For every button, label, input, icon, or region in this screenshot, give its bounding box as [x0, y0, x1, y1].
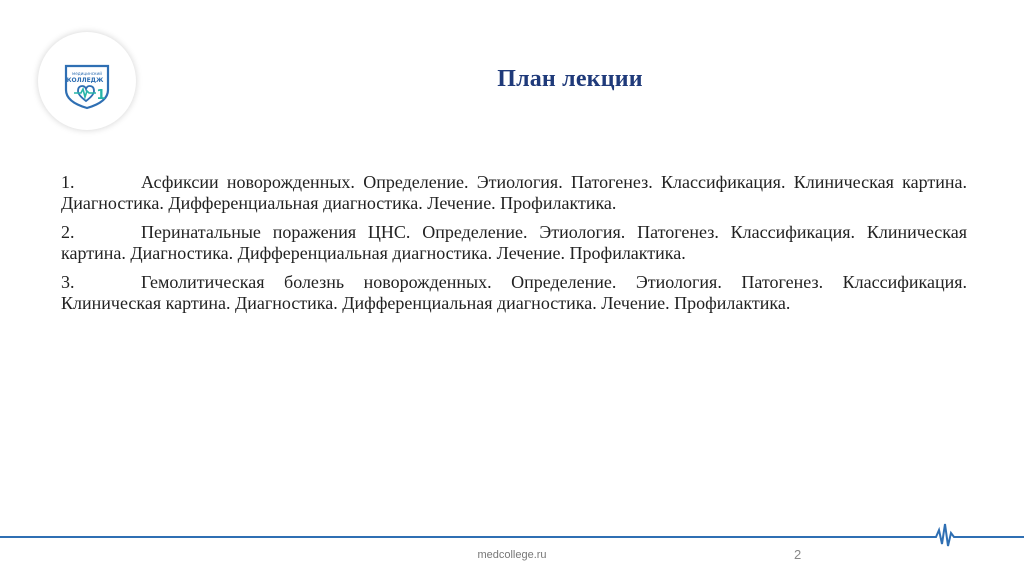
college-logo [38, 32, 136, 130]
svg-text:1: 1 [96, 88, 106, 103]
svg-text:медицинский: медицинский [72, 71, 102, 76]
item-number: 3. [61, 272, 75, 292]
page-number: 2 [794, 547, 802, 562]
footer-pulse-line [0, 518, 1024, 548]
list-item [61, 172, 967, 214]
item-text: Перинатальные поражения ЦНС. Определение. Этиология. Патогенез. Классификация. Клиническая картина. Диагностика. Дифференциальная диагностика. Лечение. Профилактика. [61, 222, 967, 263]
item-number: 2. [61, 222, 75, 242]
list-item [61, 222, 967, 264]
footer-site: medcollege.ru [477, 549, 547, 561]
logo-emblem-icon [38, 32, 136, 130]
svg-text:КОЛЛЕДЖ: КОЛЛЕДЖ [66, 77, 104, 84]
page-title: План лекции [497, 66, 643, 92]
item-text: Гемолитическая болезнь новорожденных. Определение. Этиология. Патогенез. Классификация. Клиническая картина. Диагностика. Дифференциальная диагностика. Лечение. Профилактика. [61, 272, 967, 313]
item-text: Асфиксии новорожденных. Определение. Этиология. Патогенез. Классификация. Клиническая картина. Диагностика. Дифференциальная диагностика. Лечение. Профилактика. [61, 172, 967, 213]
item-number: 1. [61, 172, 75, 192]
lecture-plan-list [61, 172, 967, 322]
list-item [61, 272, 967, 314]
